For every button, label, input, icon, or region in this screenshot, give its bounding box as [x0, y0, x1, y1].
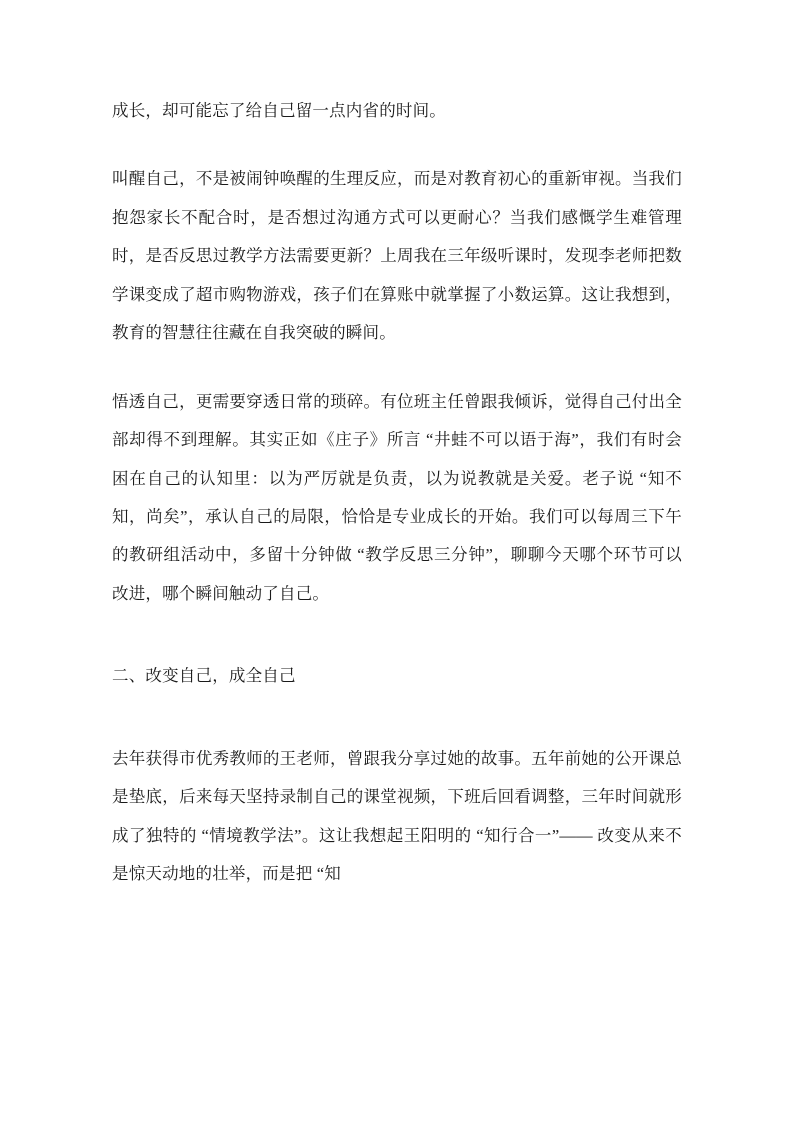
paragraph-continuation: 成长，却可能忘了给自己留一点内省的时间。	[112, 101, 446, 120]
heading-spacer	[112, 726, 682, 740]
section-heading-two: 二、改变自己，成全自己	[112, 666, 296, 686]
document-text-body	[112, 92, 682, 893]
section-spacer	[112, 643, 682, 657]
paragraph-wake-self: 叫醒自己，不是被闹钟唤醒的生理反应，而是对教育初心的重新审视。当我们抱怨家长不配合时，是否想过沟通方式可以更耐心？当我们感慨学生难管理时，是否反思过教学方法需要更新？上周我在三年级听课时，发现李老师把数学课变成了超市购物游戏，孩子们在算账中就掌握了小数运算。这让我想到，教育的智慧往往藏在自我突破的瞬间。	[112, 169, 682, 343]
paragraph-understand-self: 悟透自己，更需要穿透日常的琐碎。有位班主任曾跟我倾诉，觉得自己付出全部却得不到理解。其实正如《庄子》所言 “井蛙不可以语于海”，我们有时会困在自己的认知里：以为严厉就是负责，以为说教就是关爱。老子说 “知不知，尚矣”，承认自己的局限，恰恰是专业成长的开始。我们可以每周三下午的教研组活动中，多留十分钟做 “教学反思三分钟”，聊聊今天哪个环节可以改进，哪个瞬间触动了自己。	[112, 391, 682, 603]
paragraph-teacher-wang-story: 去年获得市优秀教师的王老师，曾跟我分享过她的故事。五年前她的公开课总是垫底，后来每天坚持录制自己的课堂视频，下班后回看调整，三年时间就形成了独特的 “情境教学法”。这让我想起王阳明的 “知行合一”—— 改变从来不是惊天动地的壮举，而是把 “知	[112, 748, 682, 883]
